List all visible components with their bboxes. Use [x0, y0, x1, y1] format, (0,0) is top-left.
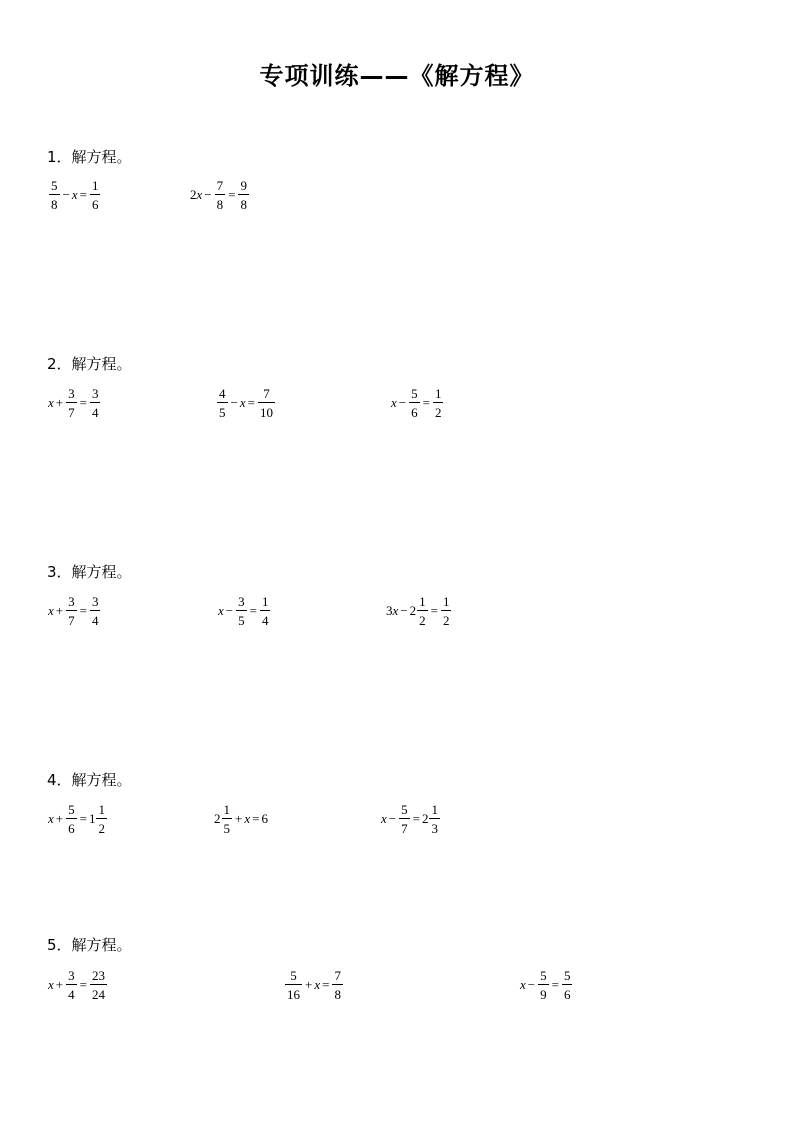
operator: =: [79, 603, 87, 618]
numerator: 5: [540, 968, 547, 983]
problem-5-equation-1: [48, 965, 108, 1005]
operator: =: [322, 977, 330, 992]
denominator: 2: [441, 610, 452, 627]
variable: x: [71, 187, 78, 202]
numerator: 3: [91, 594, 99, 609]
fraction: [90, 969, 107, 1001]
numerator: 1: [419, 594, 426, 609]
denominator: 6: [562, 984, 573, 1001]
operator: =: [79, 811, 87, 826]
denominator: 4: [90, 610, 101, 627]
variable: x: [218, 603, 224, 618]
denominator: 2: [417, 610, 428, 627]
denominator: 7: [66, 402, 77, 419]
fraction: [222, 803, 233, 835]
number: 2: [214, 811, 221, 826]
fraction: [49, 179, 60, 211]
numerator: 3: [68, 386, 75, 401]
problem-3-equation-3: [386, 591, 452, 631]
fraction: [258, 387, 275, 419]
problem-2-equation-2: [216, 383, 276, 423]
numerator: 1: [91, 178, 99, 193]
problem-2-heading: 2．解方程。: [47, 355, 132, 373]
denominator: 6: [66, 818, 77, 835]
numerator: 7: [263, 386, 270, 401]
numerator: 3: [68, 594, 75, 609]
denominator: 10: [258, 402, 275, 419]
operator: =: [247, 395, 255, 410]
denominator: 4: [66, 984, 77, 1001]
fraction: [441, 595, 452, 627]
operator: +: [305, 977, 313, 992]
variable: x: [381, 811, 387, 826]
fraction: [332, 969, 343, 1001]
operator: −: [398, 395, 407, 410]
numerator: 23: [91, 968, 105, 983]
fraction: [90, 179, 101, 211]
variable: x: [196, 187, 203, 202]
fraction: [90, 387, 101, 419]
fraction: [260, 595, 271, 627]
problem-1-equation-2: [190, 175, 250, 215]
operator: −: [225, 603, 234, 618]
fraction: [215, 179, 226, 211]
fraction: [96, 803, 107, 835]
numerator: 3: [238, 594, 245, 609]
operator: =: [79, 187, 87, 202]
numerator: 5: [68, 802, 75, 817]
operator: −: [230, 395, 238, 410]
operator: −: [62, 187, 70, 202]
denominator: 8: [238, 194, 249, 211]
operator: =: [249, 603, 257, 618]
problem-4-equation-1: [48, 799, 108, 839]
denominator: 2: [433, 402, 444, 419]
fraction: [236, 595, 247, 627]
operator: =: [412, 811, 420, 826]
variable: x: [314, 977, 321, 992]
variable: x: [391, 395, 397, 410]
operator: =: [228, 187, 236, 202]
page-title: 专项训练——《解方程》: [259, 62, 535, 90]
variable: x: [48, 395, 54, 410]
operator: −: [400, 603, 408, 618]
denominator: 8: [49, 194, 60, 211]
fraction: [238, 179, 249, 211]
variable: x: [392, 603, 399, 618]
problem-2-equation-1: [48, 383, 101, 423]
operator: +: [235, 811, 243, 826]
operator: =: [422, 395, 430, 410]
problem-5-heading: 5．解方程。: [47, 936, 132, 954]
numerator: 1: [442, 594, 450, 609]
numerator: 7: [334, 968, 341, 983]
fraction: [538, 969, 549, 1001]
operator: =: [551, 977, 559, 992]
fraction: [433, 387, 444, 419]
operator: −: [388, 811, 397, 826]
fraction: [90, 595, 101, 627]
denominator: 16: [285, 984, 302, 1001]
denominator: 8: [332, 984, 343, 1001]
fraction: [66, 595, 77, 627]
fraction: [429, 803, 440, 835]
numerator: 9: [240, 178, 247, 193]
denominator: 8: [215, 194, 226, 211]
denominator: 24: [90, 984, 107, 1001]
denominator: 6: [90, 194, 101, 211]
number: 6: [261, 811, 268, 826]
numerator: 1: [431, 802, 438, 817]
numerator: 5: [51, 178, 58, 193]
problem-1-equation-1: [48, 175, 101, 215]
operator: +: [55, 811, 64, 826]
numerator: 5: [411, 386, 418, 401]
denominator: 5: [222, 818, 233, 835]
number: 1: [88, 811, 96, 826]
variable: x: [239, 395, 246, 410]
operator: +: [55, 977, 64, 992]
numerator: 4: [219, 386, 226, 401]
numerator: 1: [98, 802, 105, 817]
variable: x: [520, 977, 526, 992]
numerator: 1: [223, 802, 230, 817]
operator: +: [55, 603, 64, 618]
operator: +: [55, 395, 64, 410]
number: 2: [421, 811, 429, 826]
problem-3-heading: 3．解方程。: [47, 563, 132, 581]
fraction: [399, 803, 410, 835]
numerator: 1: [434, 386, 442, 401]
problem-5-equation-2: [284, 965, 344, 1005]
operator: =: [79, 977, 87, 992]
problem-3-equation-2: [218, 591, 271, 631]
denominator: 4: [260, 610, 271, 627]
denominator: 5: [217, 402, 228, 419]
variable: x: [244, 811, 251, 826]
operator: −: [527, 977, 536, 992]
numerator: 5: [290, 968, 297, 983]
denominator: 6: [409, 402, 420, 419]
problem-1-heading: 1．解方程。: [47, 148, 132, 166]
fraction: [285, 969, 302, 1001]
operator: −: [204, 187, 212, 202]
numerator: 7: [216, 178, 224, 193]
numerator: 1: [261, 594, 269, 609]
problem-4-equation-2: [214, 799, 268, 839]
numerator: 5: [401, 802, 408, 817]
variable: x: [48, 603, 54, 618]
problem-4-equation-3: [381, 799, 441, 839]
fraction: [66, 969, 77, 1001]
operator: =: [430, 603, 438, 618]
denominator: 5: [236, 610, 247, 627]
problem-3-equation-1: [48, 591, 101, 631]
fraction: [417, 595, 428, 627]
problem-4-heading: 4．解方程。: [47, 771, 132, 789]
fraction: [66, 803, 77, 835]
operator: =: [79, 395, 87, 410]
denominator: 2: [96, 818, 107, 835]
problem-2-equation-3: [391, 383, 444, 423]
denominator: 9: [538, 984, 549, 1001]
numerator: 3: [68, 968, 75, 983]
variable: x: [48, 977, 54, 992]
denominator: 7: [399, 818, 410, 835]
numerator: 5: [563, 968, 571, 983]
problem-5-equation-3: [520, 965, 573, 1005]
fraction: [562, 969, 573, 1001]
denominator: 3: [429, 818, 440, 835]
denominator: 4: [90, 402, 101, 419]
numerator: 3: [91, 386, 99, 401]
number: 3: [386, 603, 393, 618]
number: 2: [409, 603, 417, 618]
fraction: [409, 387, 420, 419]
fraction: [66, 387, 77, 419]
operator: =: [252, 811, 260, 826]
fraction: [217, 387, 228, 419]
denominator: 7: [66, 610, 77, 627]
number: 2: [190, 187, 197, 202]
variable: x: [48, 811, 54, 826]
